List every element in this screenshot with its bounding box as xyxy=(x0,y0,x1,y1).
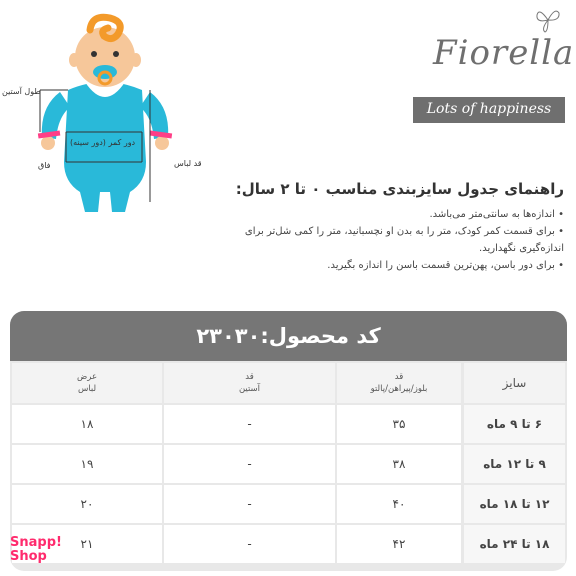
table-row-size: ۹ تا ۱۲ ماه xyxy=(464,445,565,483)
table-row-size: ۱۲ تا ۱۸ ماه xyxy=(464,485,565,523)
table-cell-sleeve: - xyxy=(164,405,335,443)
column-header-sleeve: قد آستین xyxy=(164,363,335,403)
brand-tagline: Lots of happiness xyxy=(426,101,552,117)
butterfly-icon xyxy=(535,5,561,35)
size-guide-notes xyxy=(204,206,564,274)
table-cell-sleeve: - xyxy=(164,525,335,563)
guide-note: • اندازه‌ها به سانتی‌متر می‌باشد. xyxy=(204,206,564,223)
snapp-shop-logo: Snapp! Shop xyxy=(10,535,62,564)
chest-waist-label: دور کمر (دور سینه) xyxy=(70,138,136,147)
brand-name: Fiorella xyxy=(433,33,575,73)
size-guide-title: راهنمای جدول سایزبندی مناسب ۰ تا ۲ سال: xyxy=(235,180,564,198)
table-cell-height: ۴۲ xyxy=(337,525,461,563)
table-cell-height: ۴۰ xyxy=(337,485,461,523)
brand-logo xyxy=(405,5,573,125)
table-cell-width: ۱۹ xyxy=(12,445,162,483)
guide-note: • برای قسمت کمر کودک، متر را به بدن او نچسبانید، متر را کمی شل‌تر برای اندازه‌گیری نگهدارید. xyxy=(204,223,564,257)
column-header-width: عرض لباس xyxy=(12,363,162,403)
table-cell-height: ۳۵ xyxy=(337,405,461,443)
table-cell-width: ۲۱ xyxy=(12,525,162,563)
table-cell-width: ۱۸ xyxy=(12,405,162,443)
product-code-header: کد محصول:۲۳۰۳۰ xyxy=(10,311,567,361)
baby-size-illustration xyxy=(2,12,202,217)
table-row-size: ۶ تا ۹ ماه xyxy=(464,405,565,443)
table-cell-sleeve: - xyxy=(164,445,335,483)
table-cell-sleeve: - xyxy=(164,485,335,523)
table-cell-height: ۳۸ xyxy=(337,445,461,483)
column-header-size: سایز xyxy=(464,363,565,403)
table-row-size: ۱۸ تا ۲۴ ماه xyxy=(464,525,565,563)
crotch-label: فاق xyxy=(38,161,51,170)
size-table xyxy=(10,361,567,571)
baby-figure xyxy=(30,12,190,217)
brand-tagline-ribbon xyxy=(413,97,565,123)
column-header-height: قد بلوز/پیراهن/پالتو xyxy=(337,363,461,403)
garment-height-label: قد لباس xyxy=(174,159,202,168)
guide-note: • برای دور باسن، پهن‌ترین قسمت باسن را اندازه بگیرید. xyxy=(204,257,564,274)
table-cell-width: ۲۰ xyxy=(12,485,162,523)
sleeve-length-label: طول آستین xyxy=(2,87,41,96)
size-guide xyxy=(204,180,564,274)
size-table-card xyxy=(10,311,567,571)
